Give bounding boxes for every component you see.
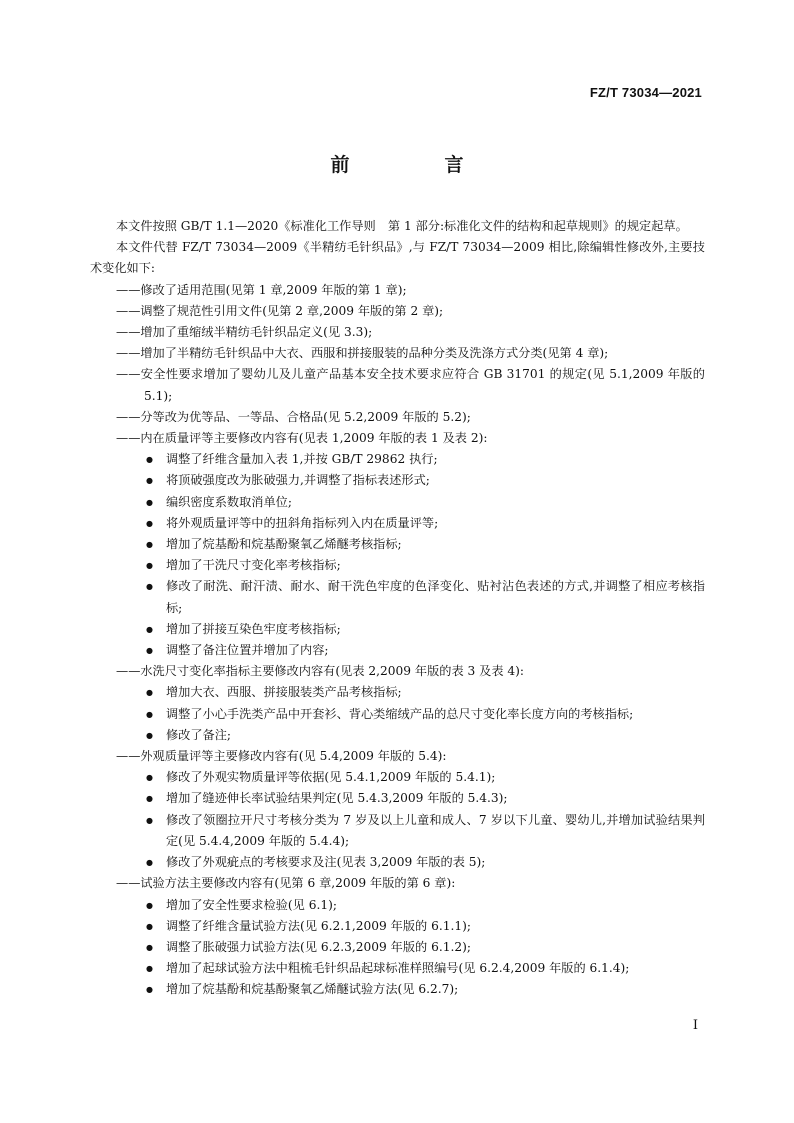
change-item: ——试验方法主要修改内容有(见第 6 章,2009 年版的第 6 章):: [116, 876, 456, 891]
change-subitem: ● 修改了备注;: [90, 725, 705, 746]
page-number: I: [692, 1018, 698, 1033]
change-subitem: ● 调整了备注位置并增加了内容;: [90, 640, 705, 661]
change-subitem: ● 增加了拼接互染色牢度考核指标;: [90, 619, 705, 640]
change-subitem: ● 调整了胀破强力试验方法(见 6.2.3,2009 年版的 6.1.2);: [90, 937, 705, 958]
change-subitem: ● 增加大衣、西服、拼接服装类产品考核指标;: [90, 682, 705, 703]
change-item: ——修改了适用范围(见第 1 章,2009 年版的第 1 章);: [116, 282, 407, 297]
change-subitem: ● 修改了外观疵点的考核要求及注(见表 3,2009 年版的表 5);: [90, 852, 705, 873]
change-subitem: ● 调整了纤维含量试验方法(见 6.2.1,2009 年版的 6.1.1);: [90, 916, 705, 937]
change-subitem: ● 修改了外观实物质量评等依据(见 5.4.1,2009 年版的 5.4.1);: [90, 767, 705, 788]
change-subitem: ● 将外观质量评等中的扭斜角指标列入内在质量评等;: [90, 513, 705, 534]
document-body: [90, 216, 705, 1001]
paragraph: 本文件按照 GB/T 1.1—2020《标准化工作导则 第 1 部分:标准化文件的结构和起草规则》的规定起草。: [116, 219, 688, 233]
change-item: ——增加了半精纺毛针织品中大衣、西服和拼接服装的品种分类及洗涤方式分类(见第 4 章);: [116, 346, 609, 361]
change-subitem: ● 调整了小心手洗类产品中开套衫、背心类缩绒产品的总尺寸变化率长度方向的考核指标;: [90, 704, 705, 725]
standard-code: FZ/T 73034—2021: [589, 85, 702, 100]
change-subitem: ● 增加了缝迹伸长率试验结果判定(见 5.4.3,2009 年版的 5.4.3);: [90, 788, 705, 809]
change-subitem: ● 修改了领圈拉开尺寸考核分类为 7 岁及以上儿童和成人、7 岁以下儿童、婴幼儿,并增加试验结果判定(见 5.4.4,2009 年版的 5.4.4);: [90, 810, 705, 852]
change-subitem: ● 增加了烷基酚和烷基酚聚氧乙烯醚考核指标;: [90, 534, 705, 555]
page-title: 前 言: [330, 154, 502, 176]
change-subitem: ● 修改了耐洗、耐汗渍、耐水、耐干洗色牢度的色泽变化、贴衬沾色表述的方式,并调整了相应考核指标;: [90, 576, 705, 618]
change-item: ——增加了重缩绒半精纺毛针织品定义(见 3.3);: [116, 325, 373, 340]
change-subitem: ● 将顶破强度改为胀破强力,并调整了指标表述形式;: [90, 470, 705, 491]
change-item: ——调整了规范性引用文件(见第 2 章,2009 年版的第 2 章);: [116, 303, 444, 318]
change-subitem: ● 编织密度系数取消单位;: [90, 492, 705, 513]
change-subitem: ● 增加了烷基酚和烷基酚聚氧乙烯醚试验方法(见 6.2.7);: [90, 979, 705, 1000]
change-item: ——内在质量评等主要修改内容有(见表 1,2009 年版的表 1 及表 2):: [116, 431, 488, 446]
change-subitem: ● 增加了起球试验方法中粗梳毛针织品起球标准样照编号(见 6.2.4,2009 年版的 6.1.4);: [90, 958, 705, 979]
change-item: ——分等改为优等品、一等品、合格品(见 5.2,2009 年版的 5.2);: [116, 409, 471, 424]
change-item: ——安全性要求增加了婴幼儿及儿童产品基本安全技术要求应符合 GB 31701 的规定(见 5.1,2009 年版的 5.1);: [116, 367, 705, 403]
change-subitem: ● 调整了纤维含量加入表 1,并按 GB/T 29862 执行;: [90, 449, 705, 470]
change-subitem: ● 增加了安全性要求检验(见 6.1);: [90, 895, 705, 916]
change-item: ——外观质量评等主要修改内容有(见 5.4,2009 年版的 5.4):: [116, 749, 447, 764]
change-subitem: ● 增加了干洗尺寸变化率考核指标;: [90, 555, 705, 576]
change-item: ——水洗尺寸变化率指标主要修改内容有(见表 2,2009 年版的表 3 及表 4):: [116, 664, 525, 679]
paragraph: 本文件代替 FZ/T 73034—2009《半精纺毛针织品》,与 FZ/T 73034—2009 相比,除编辑性修改外,主要技术变化如下:: [90, 240, 705, 276]
